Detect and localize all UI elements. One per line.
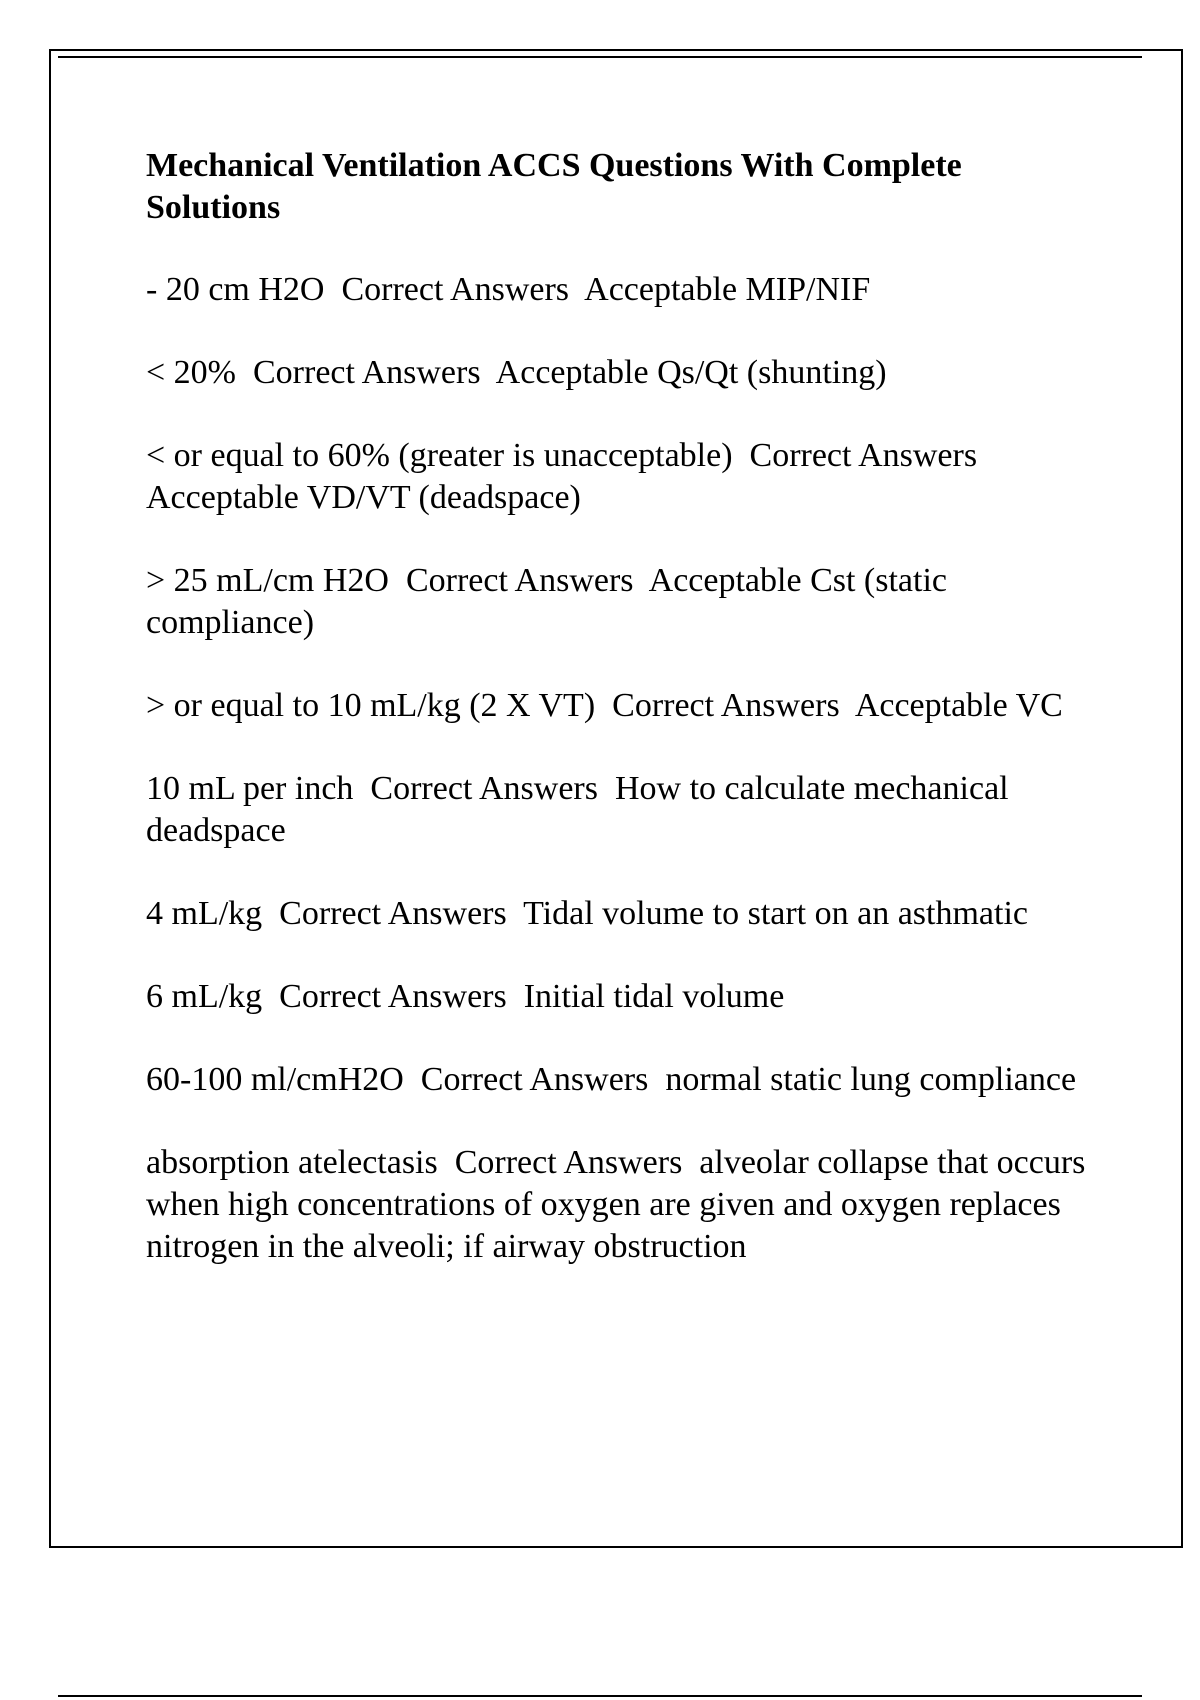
qa-entry: absorption atelectasis Correct Answers alveolar collapse that occurs when high concentrations of oxygen are given and oxygen replaces nitrogen in the alveoli; if airway obstruction	[146, 1144, 1094, 1265]
top-rule	[58, 56, 1142, 58]
qa-entry: 6 mL/kg Correct Answers Initial tidal volume	[146, 978, 785, 1015]
document-title: Mechanical Ventilation ACCS Questions With Complete Solutions	[146, 147, 962, 226]
qa-entry: > 25 mL/cm H2O Correct Answers Acceptable Cst (static compliance)	[146, 562, 956, 641]
qa-entry: 60-100 ml/cmH2O Correct Answers normal static lung compliance	[146, 1061, 1077, 1098]
qa-entry: - 20 cm H2O Correct Answers Acceptable MIP/NIF	[146, 271, 871, 308]
qa-entry: 4 mL/kg Correct Answers Tidal volume to start on an asthmatic	[146, 895, 1029, 932]
qa-entry: > or equal to 10 mL/kg (2 X VT) Correct Answers Acceptable VC	[146, 687, 1063, 724]
qa-entry: < 20% Correct Answers Acceptable Qs/Qt (shunting)	[146, 354, 887, 391]
qa-entry: 10 mL per inch Correct Answers How to calculate mechanical deadspace	[146, 770, 1018, 849]
bottom-rule	[58, 1695, 1142, 1697]
qa-entry: < or equal to 60% (greater is unacceptable) Correct Answers Acceptable VD/VT (deadspace)	[146, 437, 993, 516]
document-body	[146, 145, 1094, 1309]
